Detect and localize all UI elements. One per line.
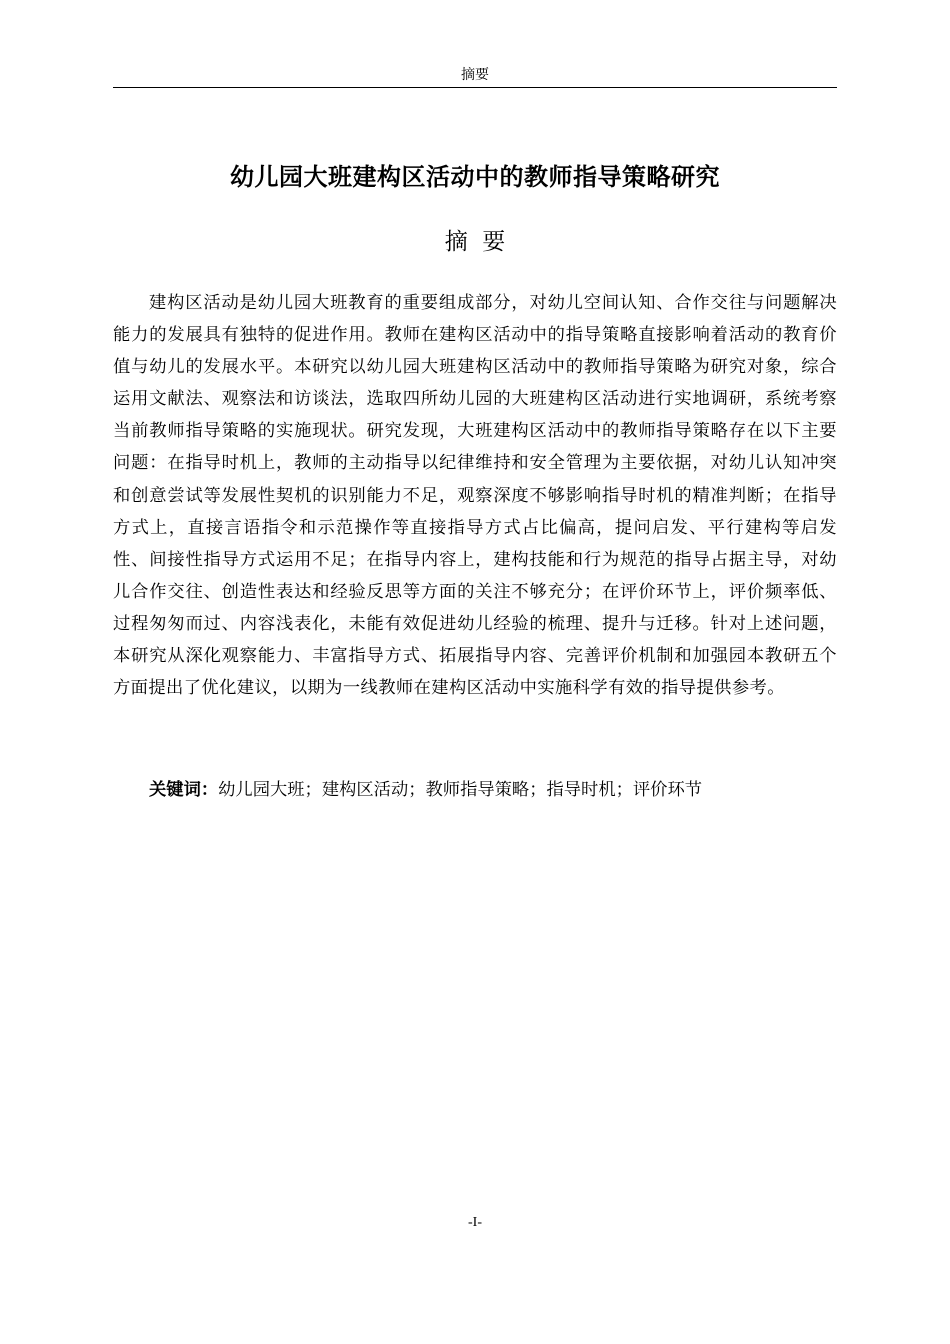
abstract-heading: 摘 要 [444,229,506,255]
keywords-label: 关键词： [149,780,219,800]
page-number: -I- [468,1215,482,1230]
keywords-text: 幼儿园大班；建构区活动；教师指导策略；指导时机；评价环节 [218,780,703,800]
keywords-line [113,774,837,806]
paper-title: 幼儿园大班建构区活动中的教师指导策略研究 [230,163,720,191]
running-header: 摘要 [461,67,489,83]
abstract-body: 建构区活动是幼儿园大班教育的重要组成部分，对幼儿空间认知、合作交往与问题解决能力的发展具有独特的促进作用。教师在建构区活动中的指导策略直接影响着活动的教育价值与幼儿的发展水平。本研究以幼儿园大班建构区活动中的教师指导策略为研究对象，综合运用文献法、观察法和访谈法，选取四所幼儿园的大班建构区活动进行实地调研，系统考察当前教师指导策略的实施现状。研究发现，大班建构区活动中的教师指导策略存在以下主要问题：在指导时机上，教师的主动指导以纪律维持和安全管理为主要依据，对幼儿认知冲突和创意尝试等发展性契机的识别能力不足，观察深度不够影响指导时机的精准判断；在指导方式上，直接言语指令和示范操作等直接指导方式占比偏高，提问启发、平行建构等启发性、间接性指导方式运用不足；在指导内容上，建构技能和行为规范的指导占据主导，对幼儿合作交往、创造性表达和经验反思等方面的关注不够充分；在评价环节上，评价频率低、过程匆匆而过、内容浅表化，未能有效促进幼儿经验的梳理、提升与迁移。针对上述问题，本研究从深化观察能力、丰富指导方式、拓展指导内容、完善评价机制和加强园本教研五个方面提出了优化建议，以期为一线教师在建构区活动中实施科学有效的指导提供参考。 [113,293,837,699]
header-divider [113,87,837,88]
